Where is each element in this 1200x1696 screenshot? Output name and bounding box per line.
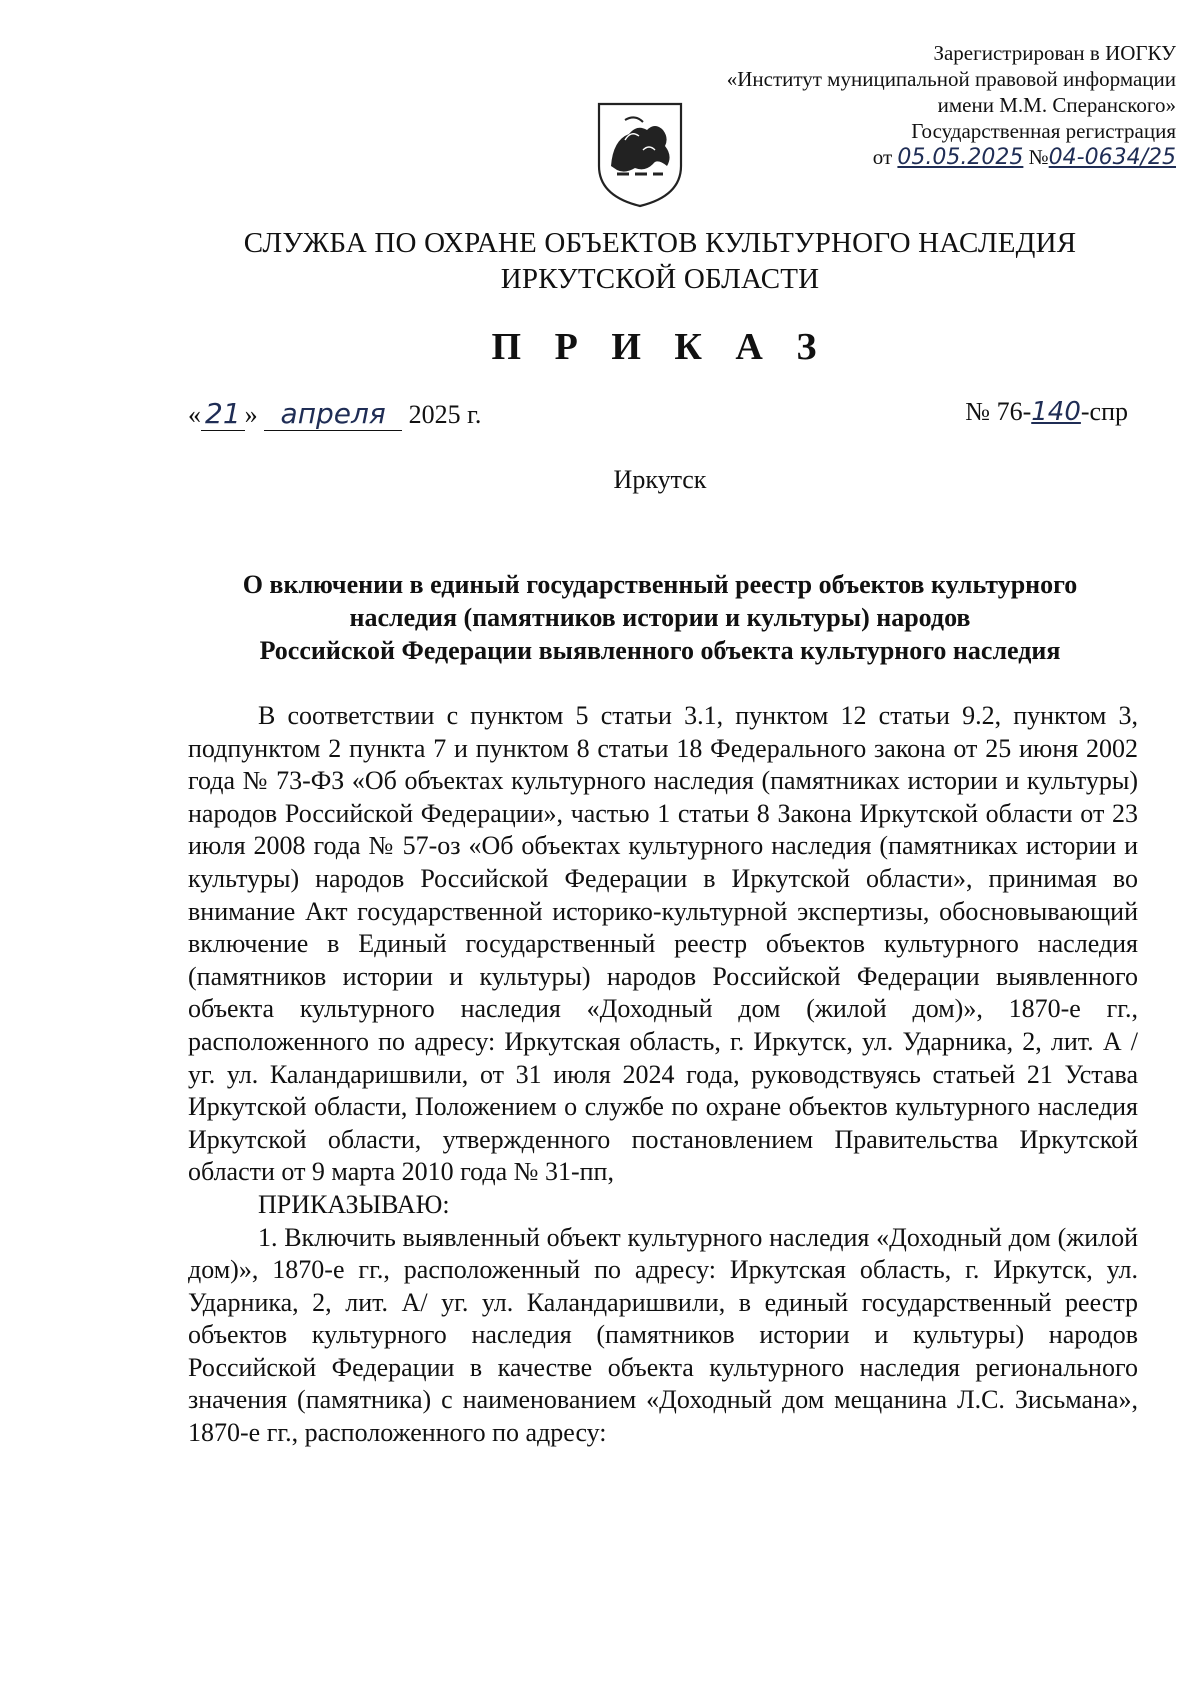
order-year: 2025 г. (408, 400, 482, 429)
registration-date-number (616, 144, 1176, 171)
order-title: П Р И К А З (491, 326, 829, 368)
command-word: ПРИКАЗЫВАЮ: (258, 1189, 450, 1219)
agency-name-line-1: СЛУЖБА ПО ОХРАНЕ ОБЪЕКТОВ КУЛЬТУРНОГО НАСЛЕДИЯ (243, 227, 1077, 259)
order-body (188, 700, 1138, 1450)
agency-name (0, 225, 1200, 297)
order-date (188, 397, 481, 431)
registration-date-prefix: от (872, 145, 893, 169)
order-heading (180, 568, 1140, 667)
order-day: 21 (201, 397, 245, 431)
heading-line-2: наследия (памятников истории и культуры) народов (349, 603, 971, 632)
irkutsk-coat-of-arms-icon (595, 100, 685, 210)
registration-line-2: «Институт муниципальной правовой информации (726, 67, 1176, 91)
registration-line-4: Государственная регистрация (911, 119, 1176, 143)
order-number-suffix: -спр (1080, 397, 1128, 426)
date-quote-close: » (244, 400, 258, 429)
order-city: Иркутск (613, 465, 707, 494)
registration-stamp (616, 40, 1176, 171)
preamble-paragraph: В соответствии с пунктом 5 статьи 3.1, пунктом 12 статьи 9.2, пунктом 3, подпунктом 2 пункта 7 и пунктом 8 статьи 18 Федерального закона от 25 июня 2002 года № 73-ФЗ «Об объектах культурного наследия (памятниках истории и культуры) народов Российской Федерации», частью 1 статьи 8 Закона Иркутской области от 23 июля 2008 года № 57-оз «Об объектах культурного наследия (памятниках истории и культуры) народов Российской Федерации в Иркутской области», принимая во внимание Акт государственной историко-культурной экспертизы, обосновывающий включение в Единый государственный реестр объектов культурного наследия (памятников истории и культуры) народов Российской Федерации выявленного объекта культурного наследия «Доходный дом (жилой дом)», 1870-е гг., расположенного по адресу: Иркутская область, г. Иркутск, ул. Ударника, 2, лит. А / уг. ул. Каландаришвили, от 31 июля 2024 года, руководствуясь статьей 21 Устава Иркутской области, Положением о службе по охране объектов культурного наследия Иркутской области, утвержденного постановлением Правительства Иркутской области от 9 марта 2010 года № 31-пп, (188, 701, 1138, 1187)
order-number (965, 397, 1128, 427)
order-month: апреля (264, 397, 402, 431)
registration-number-prefix: № (1028, 145, 1049, 169)
registration-line-3: имени М.М. Сперанского» (937, 93, 1176, 117)
date-quote-open: « (188, 400, 201, 429)
heading-line-1: О включении в единый государственный реестр объектов культурного (242, 570, 1078, 599)
order-number-hand: 140 (1031, 397, 1081, 427)
registration-date: 05.05.2025 (897, 145, 1024, 170)
registration-line-1: Зарегистрирован в ИОГКУ (933, 41, 1176, 65)
registration-number: 04-0634/25 (1048, 145, 1176, 170)
heading-line-3: Российской Федерации выявленного объекта культурного наследия (259, 636, 1061, 665)
order-number-prefix: № 76- (965, 397, 1032, 426)
item-1-paragraph: 1. Включить выявленный объект культурного наследия «Доходный дом (жилой дом)», 1870-е гг., расположенный по адресу: Иркутская область, г. Иркутск, ул. Ударника, 2, лит. А/ уг. ул. Каландаришвили, в единый государственный реестр объектов культурного наследия (памятников истории и культуры) народов Российской Федерации в качестве объекта культурного наследия регионального значения (памятника) с наименованием «Доходный дом мещанина Л.С. Зисьмана», 1870-е гг., расположенного по адресу: (188, 1222, 1138, 1448)
agency-name-line-2: ИРКУТСКОЙ ОБЛАСТИ (500, 263, 820, 295)
